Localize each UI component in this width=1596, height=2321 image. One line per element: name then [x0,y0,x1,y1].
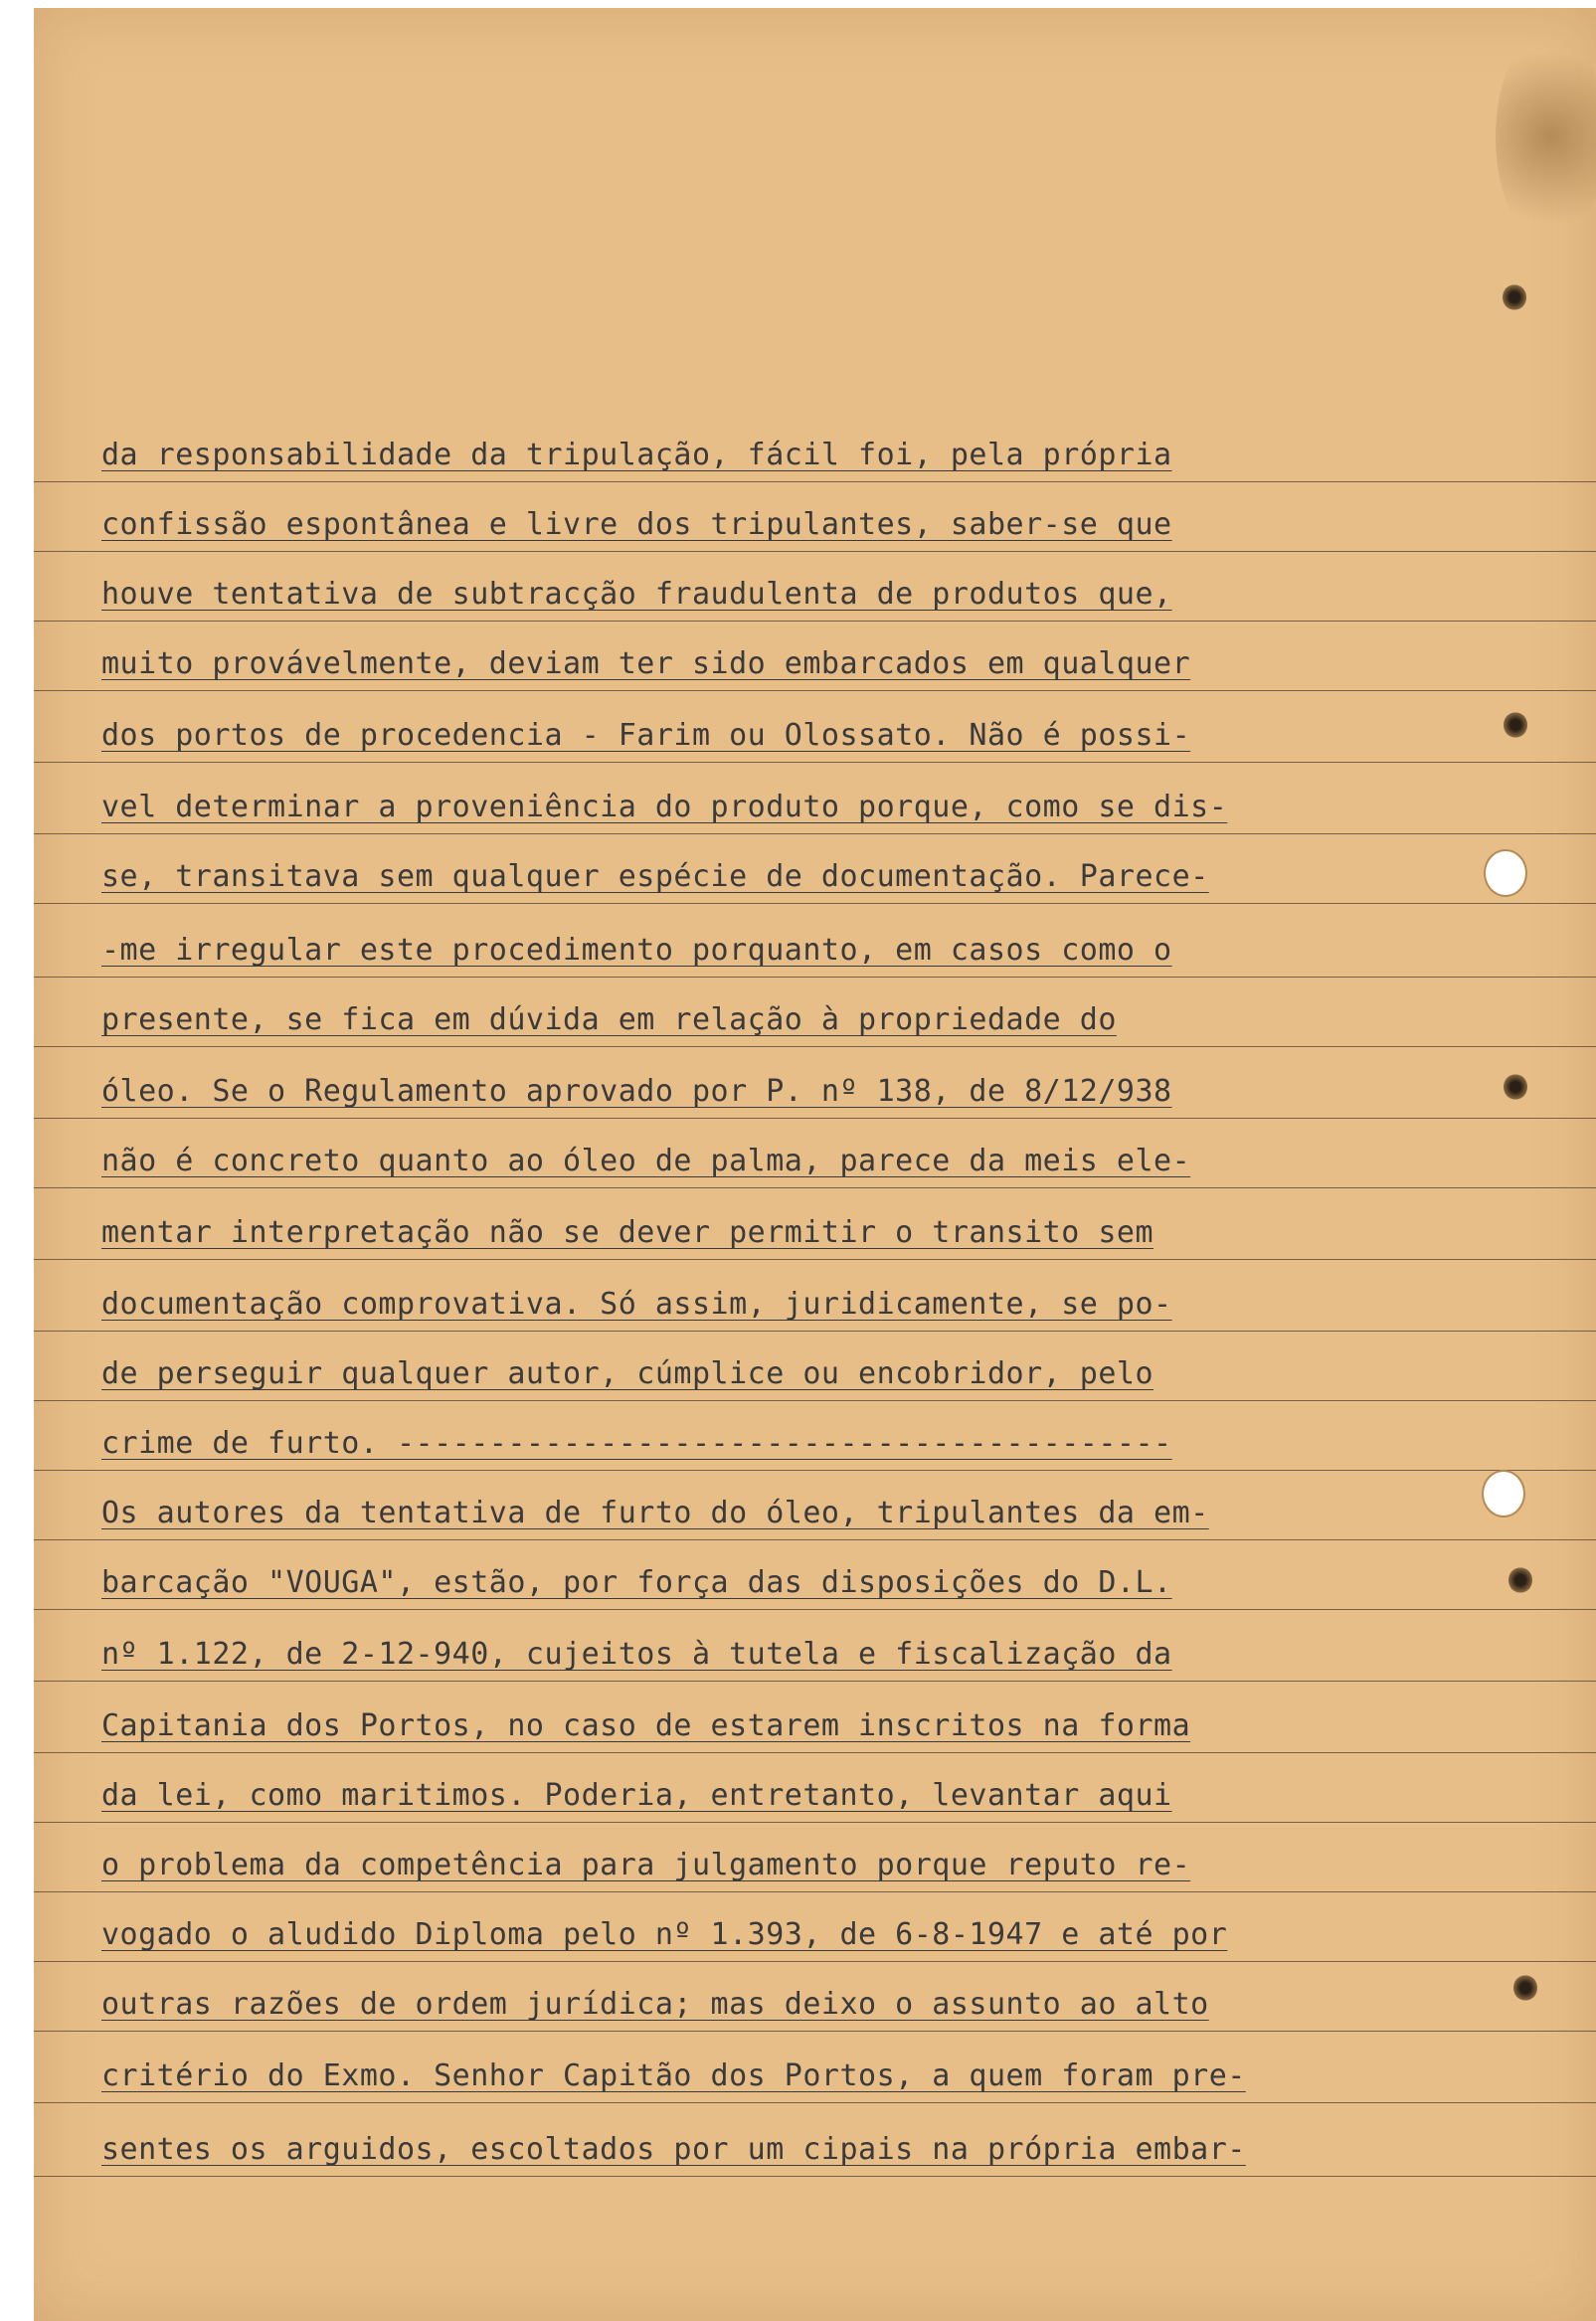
text-line: óleo. Se o Regulamento aprovado por P. nº 138, de 8/12/938 [101,1074,1172,1109]
text-line: confissão espontânea e livre dos tripulantes, saber-se que [101,507,1172,542]
ruling-line [34,2176,1596,2177]
ruling-line [34,1331,1596,1332]
text-line: vel determinar a proveniência do produto porque, como se dis- [101,790,1228,824]
document-page [34,8,1596,2321]
punch-mark [1513,1975,1537,2001]
ruling-line [34,762,1596,763]
text-line: outras razões de ordem jurídica; mas deixo o assunto ao alto [101,1987,1209,2022]
punch-mark [1504,712,1527,738]
ruling-line [34,1752,1596,1753]
punch-mark [1504,1074,1527,1100]
ruling-line [34,621,1596,622]
ruling-line [34,1961,1596,1962]
text-line: -me irregular este procedimento porquanto, em casos como o [101,933,1172,968]
text-line: mentar interpretação não se dever permitir o transito sem [101,1215,1154,1250]
ruling-line [34,2102,1596,2103]
ruling-line [34,1118,1596,1119]
text-line: vogado o aludido Diploma pelo nº 1.393, de 6-8-1947 e até por [101,1917,1228,1952]
text-line: sentes os arguidos, escoltados por um cipais na própria embar- [101,2132,1246,2167]
text-line: o problema da competência para julgamento porque reputo re- [101,1848,1191,1882]
text-line: não é concreto quanto ao óleo de palma, parece da meis ele- [101,1144,1191,1178]
text-line: documentação comprovativa. Só assim, juridicamente, se po- [101,1287,1172,1322]
ruling-line [34,1891,1596,1892]
text-line: muito provávelmente, deviam ter sido embarcados em qualquer [101,646,1191,681]
ruling-line [34,903,1596,904]
ruling-line [34,1539,1596,1540]
text-line: de perseguir qualquer autor, cúmplice ou encobridor, pelo [101,1356,1154,1391]
ruling-line [34,1046,1596,1047]
binder-hole [1482,1470,1525,1518]
ruling-line [34,1470,1596,1471]
text-line: da responsabilidade da tripulação, fácil foi, pela própria [101,438,1172,472]
text-line: houve tentativa de subtracção fraudulenta de produtos que, [101,577,1172,612]
ruling-line [34,551,1596,552]
punch-mark [1508,1567,1532,1593]
text-line: se, transitava sem qualquer espécie de documentação. Parece- [101,859,1209,894]
text-line: presente, se fica em dúvida em relação à propriedade do [101,1002,1117,1037]
ruling-line [34,1822,1596,1823]
text-line: Os autores da tentativa de furto do óleo, tripulantes da em- [101,1496,1209,1530]
text-line: da lei, como maritimos. Poderia, entretanto, levantar aqui [101,1778,1172,1813]
edge-stain [1496,28,1596,247]
ruling-line [34,1609,1596,1610]
ruling-line [34,2031,1596,2032]
ruling-line [34,977,1596,978]
text-line: barcação "VOUGA", estão, por força das disposições do D.L. [101,1565,1172,1600]
ruling-line [34,1400,1596,1401]
ruling-line [34,1681,1596,1682]
text-line: dos portos de procedencia - Farim ou Olossato. Não é possi- [101,718,1191,753]
text-line: nº 1.122, de 2-12-940, cujeitos à tutela e fiscalização da [101,1637,1172,1672]
ruling-line [34,690,1596,691]
ruling-line [34,833,1596,834]
text-line: crime de furto. ------------------------------------------ [101,1426,1172,1461]
text-line: critério do Exmo. Senhor Capitão dos Portos, a quem foram pre- [101,2058,1246,2093]
ruling-line [34,1187,1596,1188]
text-line: Capitania dos Portos, no caso de estarem inscritos na forma [101,1708,1191,1743]
punch-mark [1503,284,1526,310]
ruling-line [34,481,1596,482]
binder-hole [1484,849,1527,897]
ruling-line [34,1259,1596,1260]
